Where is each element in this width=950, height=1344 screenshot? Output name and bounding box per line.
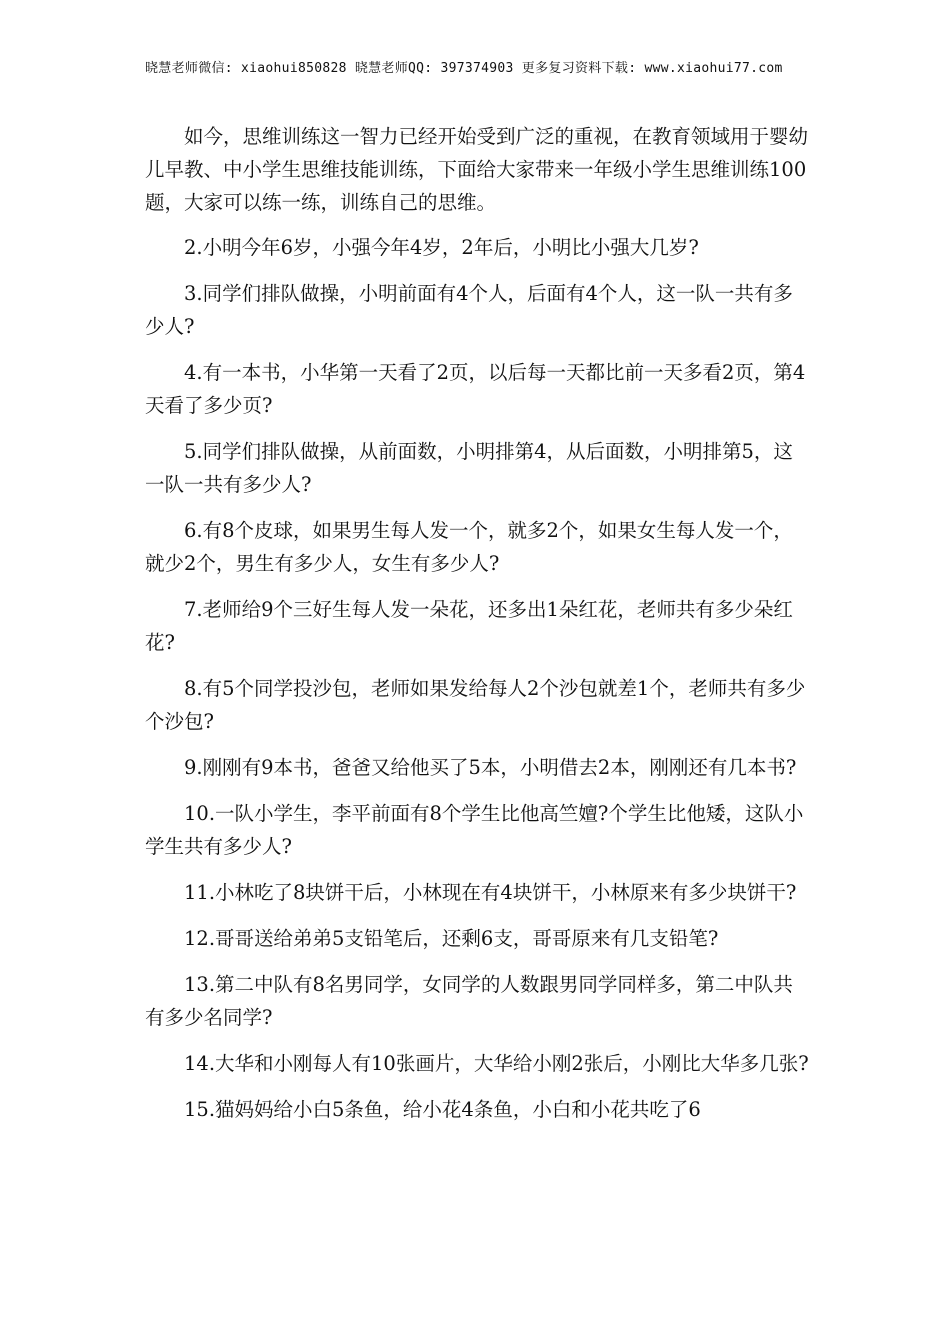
question-7: 7.老师给9个三好生每人发一朵花，还多出1朵红花，老师共有多少朵红花? [145,598,793,654]
question-4: 4.有一本书，小华第一天看了2页，以后每一天都比前一天多看2页，第4天看了多少页? [145,361,806,417]
question-5: 5.同学们排队做操，从前面数，小明排第4，从后面数，小明排第5，这一队一共有多少人? [145,440,793,496]
question-12: 12.哥哥送给弟弟5支铅笔后，还剩6支，哥哥原来有几支铅笔? [184,927,719,950]
document-body [145,120,810,1139]
question-14: 14.大华和小刚每人有10张画片，大华给小刚2张后，小刚比大华多几张? [184,1052,809,1075]
intro-paragraph: 如今，思维训练这一智力已经开始受到广泛的重视，在教育领域用于婴幼儿早教、中小学生思维技能训练，下面给大家带来一年级小学生思维训练100题，大家可以练一练，训练自己的思维。 [145,125,809,214]
question-8: 8.有5个同学投沙包，老师如果发给每人2个沙包就差1个，老师共有多少个沙包? [145,677,806,733]
question-10: 10.一队小学生，李平前面有8个学生比他高竺嬗?个学生比他矮，这队小学生共有多少人? [145,802,804,858]
question-3: 3.同学们排队做操，小明前面有4个人，后面有4个人，这一队一共有多少人? [145,282,793,338]
question-11: 11.小林吃了8块饼干后，小林现在有4块饼干，小林原来有多少块饼干? [184,881,797,904]
question-15: 15.猫妈妈给小白5条鱼，给小花4条鱼，小白和小花共吃了6 [184,1098,701,1121]
page-header: 晓慧老师微信: xiaohui850828 晓慧老师QQ: 397374903 更多复习资料下载: www.xiaohui77.com [145,61,783,76]
question-9: 9.刚刚有9本书，爸爸又给他买了5本，小明借去2本，刚刚还有几本书? [184,756,797,779]
question-13: 13.第二中队有8名男同学，女同学的人数跟男同学同样多，第二中队共有多少名同学? [145,973,793,1029]
question-6: 6.有8个皮球，如果男生每人发一个，就多2个，如果女生每人发一个，就少2个，男生有多少人，女生有多少人? [145,519,793,575]
question-2: 2.小明今年6岁，小强今年4岁，2年后，小明比小强大几岁? [184,236,699,259]
